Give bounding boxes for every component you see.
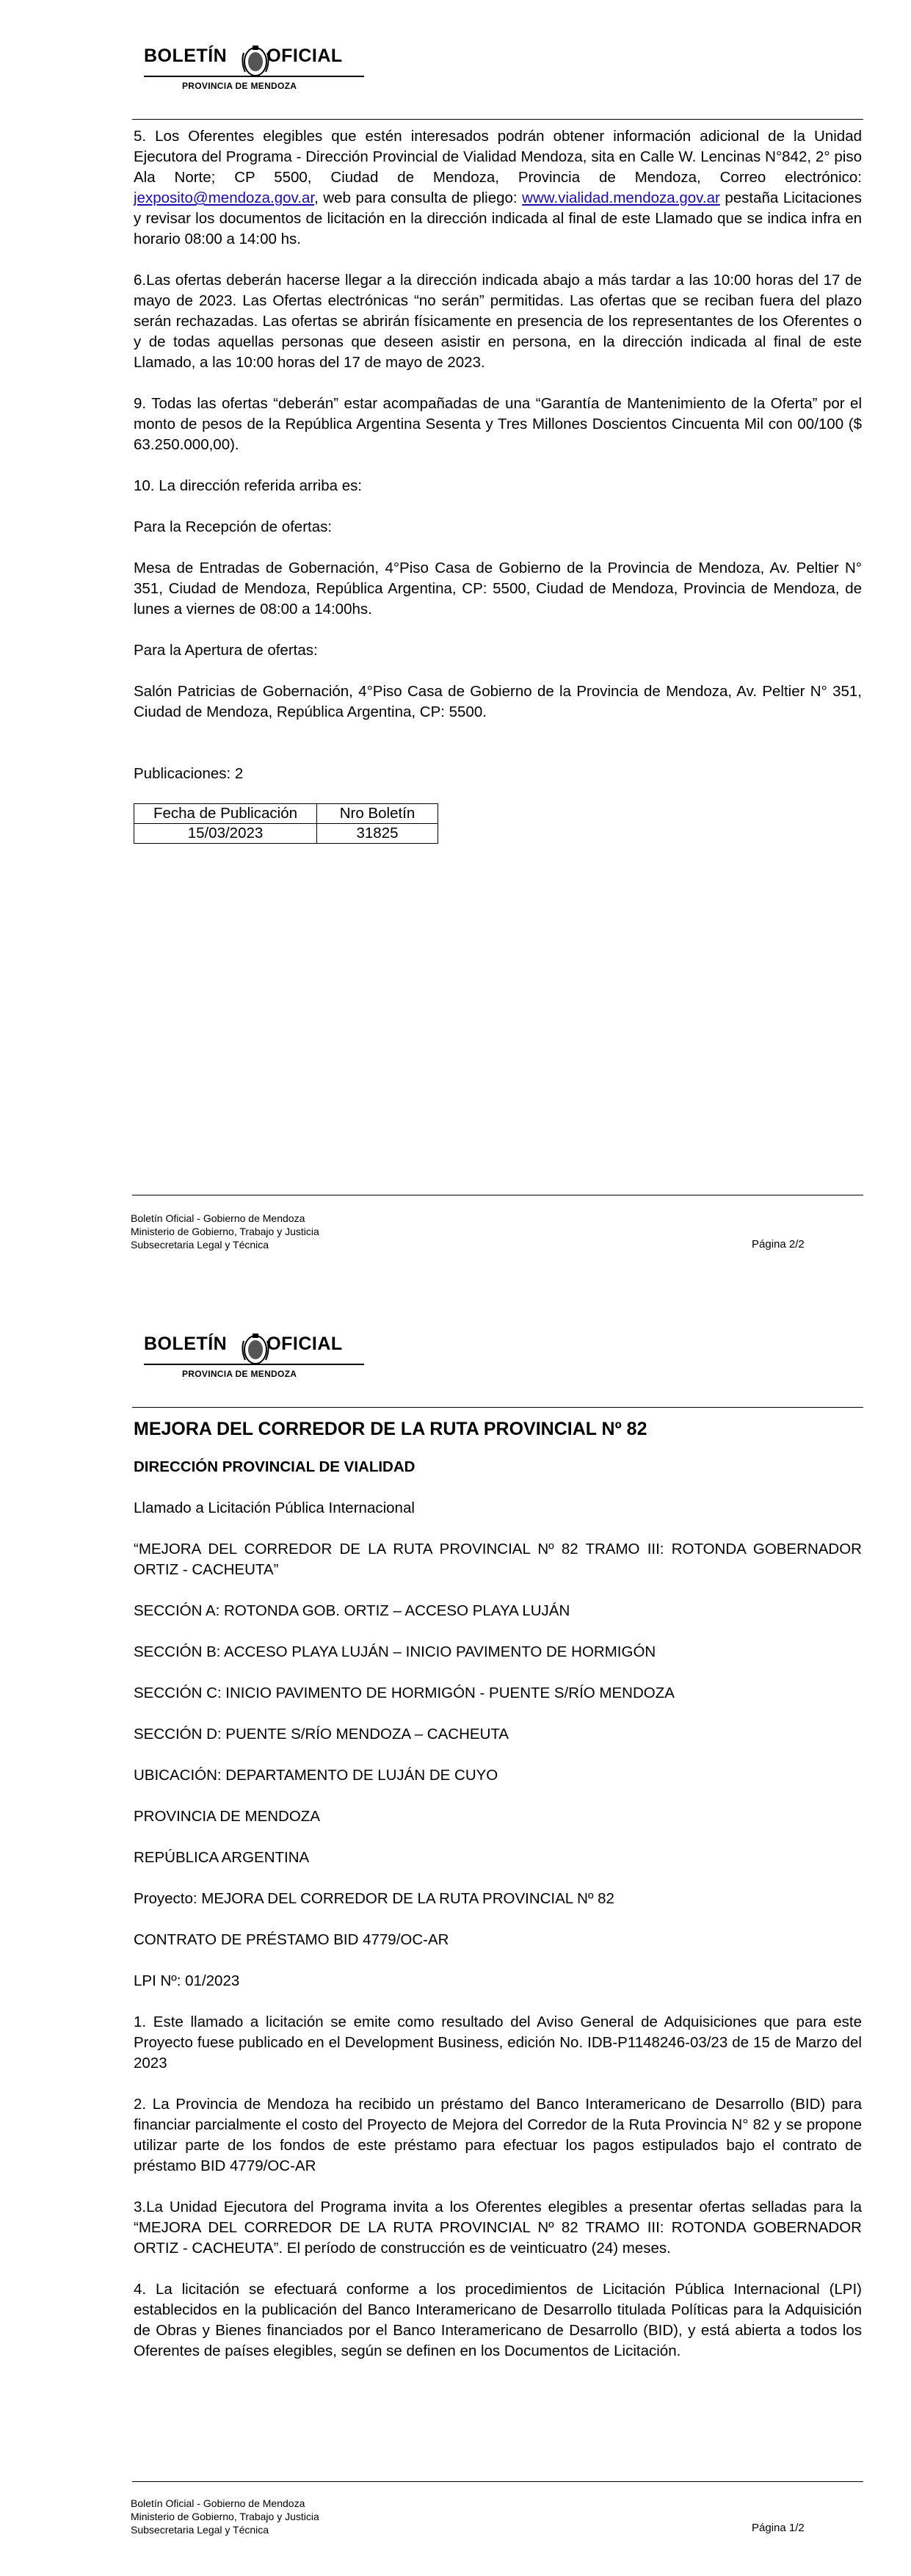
provincial-seal-icon	[239, 1331, 272, 1367]
provincial-seal-icon	[239, 43, 272, 79]
logo-word-boletin: BOLETÍN	[144, 46, 228, 66]
paragraph-6: 6.Las ofertas deberán hacerse llegar a la dirección indicada abajo a más tardar a las 10:00 horas del 17 de mayo de 2023. Las Ofertas electrónicas “no serán” permitidas. Las ofertas que se reciban fuera del plazo serán rechazadas. Las ofertas se abrirán físicamente en presencia de los representantes de los Oferentes o y de todas aquellas personas que deseen asistir en persona, en la dirección indicada al final de este Llamado, a las 10:00 horas del 17 de mayo de 2023.	[134, 272, 862, 371]
lpi-number: LPI Nº: 01/2023	[134, 1972, 240, 1989]
boletin-oficial-logo	[144, 1331, 364, 1397]
table-header-nro: Nro Boletín	[317, 804, 438, 824]
publicaciones-count: Publicaciones: 2	[134, 765, 244, 782]
page-title: MEJORA DEL CORREDOR DE LA RUTA PROVINCIAL Nº 82	[134, 1419, 647, 1439]
paragraph-1: 1. Este llamado a licitación se emite como resultado del Aviso General de Adquisiciones que para este Proyecto fuese publicado en el Development Business, edición No. IDB-P1148246-03/23 de 15 de Marzo del 2023	[134, 2014, 862, 2072]
logo-word-boletin: BOLETÍN	[144, 1334, 228, 1354]
seccion-d: SECCIÓN D: PUENTE S/RÍO MENDOZA – CACHEUTA	[134, 1726, 509, 1743]
header-divider	[132, 1407, 863, 1408]
table-header-fecha: Fecha de Publicación	[134, 804, 317, 824]
provincia: PROVINCIA DE MENDOZA	[134, 1808, 321, 1825]
seccion-c: SECCIÓN C: INICIO PAVIMENTO DE HORMIGÓN - PUENTE S/RÍO MENDOZA	[134, 1685, 675, 1701]
recepcion-address: Mesa de Entradas de Gobernación, 4°Piso Casa de Gobierno de la Provincia de Mendoza, Av. Peltier N° 351, Ciudad de Mendoza, República Argentina, CP: 5500, Ciudad de Mendoza, Provincia de Mendoza, de lunes a viernes de 08:00 a 14:00hs.	[134, 560, 862, 618]
paragraph-10: 10. La dirección referida arriba es:	[134, 477, 363, 494]
web-link[interactable]: www.vialidad.mendoza.gov.ar	[522, 189, 720, 206]
paragraph-4: 4. La licitación se efectuará conforme a los procedimientos de Licitación Pública Internacional (LPI) establecidos en la publicación del Banco Interamericano de Desarrollo titulada Políticas para la Adquisición de Obras y Bienes financiados por el Banco Interamericano de Desarrollo (BID), y está abierta a todos los Oferentes de países elegibles, según se definen en los Documentos de Licitación.	[134, 2281, 862, 2359]
paragraph-2: 2. La Provincia de Mendoza ha recibido un préstamo del Banco Interamericano de Desarrollo (BID) para financiar parcialmente el costo del Proyecto de Mejora del Corredor de la Ruta Provincia N° 82 y se propone utilizar parte de los fondos de este préstamo para efectuar los pagos estipulados bajo el contrato de préstamo BID 4779/OC-AR	[134, 2096, 862, 2174]
contrato: CONTRATO DE PRÉSTAMO BID 4779/OC-AR	[134, 1931, 449, 1948]
table-cell-fecha: 15/03/2023	[134, 824, 317, 844]
footer-line-3: Subsecretaria Legal y Técnica	[131, 1239, 269, 1251]
apertura-address: Salón Patricias de Gobernación, 4°Piso Casa de Gobierno de la Provincia de Mendoza, Av. Peltier N° 351, Ciudad de Mendoza, República Argentina, CP: 5500.	[134, 683, 862, 720]
page-2-body	[134, 126, 862, 844]
page-1-body	[134, 1419, 862, 2382]
page-footer	[131, 2497, 319, 2536]
seccion-b: SECCIÓN B: ACCESO PLAYA LUJÁN – INICIO PAVIMENTO DE HORMIGÓN	[134, 1643, 656, 1660]
page-footer	[131, 1212, 319, 1251]
page-number: Página 1/2	[752, 2522, 805, 2534]
table-row	[134, 824, 438, 844]
logo-word-oficial: OFICIAL	[266, 46, 343, 66]
proyecto: Proyecto: MEJORA DEL CORREDOR DE LA RUTA PROVINCIAL Nº 82	[134, 1890, 614, 1907]
page-number: Página 2/2	[752, 1238, 805, 1251]
document-page-1	[0, 1288, 911, 2576]
footer-line-2: Ministerio de Gobierno, Trabajo y Justicia	[131, 1226, 319, 1237]
boletin-oficial-logo	[144, 43, 364, 109]
seccion-a: SECCIÓN A: ROTONDA GOB. ORTIZ – ACCESO PLAYA LUJÁN	[134, 1602, 570, 1619]
table-cell-nro: 31825	[317, 824, 438, 844]
logo-word-oficial: OFICIAL	[266, 1334, 343, 1354]
header-divider	[132, 119, 863, 120]
table-header-row	[134, 804, 438, 824]
paragraph-3: 3.La Unidad Ejecutora del Programa invita a los Oferentes elegibles a presentar ofertas selladas para la “MEJORA DEL CORREDOR DE LA RUTA PROVINCIAL Nº 82 TRAMO III: ROTONDA GOBERNADOR ORTIZ - CACHEUTA”. El período de construcción es de veinticuatro (24) meses.	[134, 2199, 862, 2257]
footer-line-1: Boletín Oficial - Gobierno de Mendoza	[131, 2497, 305, 2509]
ubicacion: UBICACIÓN: DEPARTAMENTO DE LUJÁN DE CUYO	[134, 1767, 498, 1784]
email-link[interactable]: jexposito@mendoza.gov.ar	[134, 189, 315, 206]
footer-line-1: Boletín Oficial - Gobierno de Mendoza	[131, 1212, 305, 1224]
obra-title: “MEJORA DEL CORREDOR DE LA RUTA PROVINCIAL Nº 82 TRAMO III: ROTONDA GOBERNADOR ORTIZ - CACHEUTA”	[134, 1541, 862, 1578]
footer-line-2: Ministerio de Gobierno, Trabajo y Justicia	[131, 2511, 319, 2522]
paragraph-9: 9. Todas las ofertas “deberán” estar acompañadas de una “Garantía de Mantenimiento de la Oferta” por el monto de pesos de la República Argentina Sesenta y Tres Millones Doscientos Cincuenta Mil con 00/100 ($ 63.250.000,00).	[134, 395, 862, 453]
logo-subtitle: PROVINCIA DE MENDOZA	[182, 81, 297, 91]
logo-subtitle: PROVINCIA DE MENDOZA	[182, 1369, 297, 1379]
footer-divider	[132, 2481, 863, 2482]
footer-line-3: Subsecretaria Legal y Técnica	[131, 2524, 269, 2536]
apertura-label: Para la Apertura de ofertas:	[134, 642, 318, 659]
publications-table	[134, 803, 438, 844]
llamado-text: Llamado a Licitación Pública Internacional	[134, 1499, 415, 1516]
paragraph-5: 5. Los Oferentes elegibles que estén interesados podrán obtener información adicional de la Unidad Ejecutora del Programa - Dirección Provincial de Vialidad Mendoza, sita en Calle W. Lencinas N°842, 2° piso Ala Norte; CP 5500, Ciudad de Mendoza, Provincia de Mendoza, Correo electrónico: jexposito@mendoza.gov.ar, web para consulta de pliego: www.vialidad.mendoza.gov.ar pestaña Licitaciones y revisar los documentos de licitación en la dirección indicada al final de este Llamado que se indica infra en horario 08:00 a 14:00 hs.	[134, 128, 862, 247]
page-subtitle: DIRECCIÓN PROVINCIAL DE VIALIDAD	[134, 1458, 415, 1475]
recepcion-label: Para la Recepción de ofertas:	[134, 518, 333, 535]
republica: REPÚBLICA ARGENTINA	[134, 1849, 310, 1866]
